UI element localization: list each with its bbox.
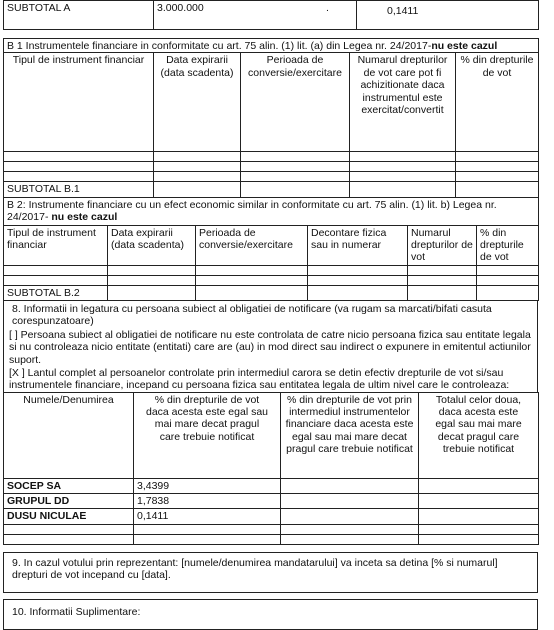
b1-empty-row <box>4 172 539 182</box>
b2-subtotal-label: SUBTOTAL B.2 <box>4 285 108 300</box>
b1-header-voting-rights-number: Numarul drepturilor de vot care pot fi achizitionate daca instrumentul este exercitat/convertit <box>350 53 456 152</box>
section-9-table <box>3 552 538 593</box>
section-b1-not-applicable: nu este cazul <box>431 40 498 52</box>
b2-header-conversion-period: Perioada de conversie/exercitare <box>196 225 308 265</box>
chain-header-name: Numele/Denumirea <box>4 392 134 478</box>
chain-row-value: 0,1411 <box>134 509 281 524</box>
chain-row <box>4 509 539 524</box>
subtotal-a-table <box>3 0 539 30</box>
b1-header-conversion-period: Perioada de conversie/exercitare <box>241 53 350 152</box>
section-b2-not-applicable: nu este cazul <box>48 211 118 224</box>
section-9-proxy-voting: 9. In cazul votului prin reprezentant: [numele/denumirea mandatarului] va inceta sa detina [% si numarul] drepturi de vot incepand cu [data]. <box>4 552 538 592</box>
chain-header-voting-rights: % din drepturile de vot daca acesta este egal sau mai mare decat pragul care trebuie notificat <box>134 392 281 478</box>
b2-header-voting-rights-percent: % din drepturile de vot <box>477 225 539 265</box>
chain-row-name: DUSU NICULAE <box>4 509 134 524</box>
chain-row-name: SOCEP SA <box>4 478 134 493</box>
chain-empty-row <box>4 534 539 544</box>
subtotal-a-percent: 0,1411 <box>357 1 539 30</box>
section-b1-title: B 1 Instrumentele financiare in conformitate cu art. 75 alin. (1) lit. (a) din Legea nr. 24/2017-nu este cazul <box>4 39 539 53</box>
b2-header-settlement: Decontare fizica sau in numerar <box>308 225 408 265</box>
chain-row-name: GRUPUL DD <box>4 494 134 509</box>
b1-header-instrument-type: Tipul de instrument financiar <box>4 53 154 152</box>
b2-empty-row <box>4 275 539 285</box>
b2-header-instrument-type: Tipul de instrument financiar <box>4 225 108 265</box>
b1-empty-row <box>4 162 539 172</box>
chain-row <box>4 494 539 509</box>
chain-empty-row <box>4 524 539 534</box>
section-10-table <box>3 599 538 630</box>
section-8-heading: 8. Informatii in legatura cu persoana subiect al obligatiei de notificare (va rugam sa marcati/bifati casuta corespunzatoare) <box>12 303 492 328</box>
section-b2-table <box>3 197 539 301</box>
b1-empty-row <box>4 152 539 162</box>
subtotal-a-label: SUBTOTAL A <box>4 1 154 30</box>
section-b1-table <box>3 38 539 198</box>
section-8-block <box>3 301 538 392</box>
b2-header-expiry-date: Data expirarii (data scadenta) <box>108 225 196 265</box>
subtotal-a-dot-mark: . <box>326 2 329 14</box>
chain-row-value: 1,7838 <box>134 494 281 509</box>
chain-row-value: 3,4399 <box>134 478 281 493</box>
b2-header-voting-rights-number: Numarul drepturilor de vot <box>408 225 477 265</box>
b1-header-expiry-date: Data expirarii (data scadenta) <box>154 53 241 152</box>
subtotal-a-value: 3.000.000 . <box>154 1 357 30</box>
b1-subtotal-label: SUBTOTAL B.1 <box>4 182 154 197</box>
b2-empty-row <box>4 265 539 275</box>
section-8-option-control-chain: [X ] Lantul complet al persoanelor controlate prin intermediul carora se detin efectiv drepturile de vot si/sau instrumentele financiare, incepand cu persoana fizica sau entitatea legala de ultim nivel care le controleaza: <box>9 366 510 392</box>
chain-row <box>4 478 539 493</box>
control-chain-table <box>3 392 539 545</box>
section-8-option-no-control: [ ] Persoana subiect al obligatiei de notificare nu este controlata de catre nicio persoana fizica sau entitate legala si nu controleaza nicio entitate (entitati) care are (au) in mod direct sau indirect o expunere in emitentul actiunilor suport. <box>9 328 531 366</box>
section-10-additional-info: 10. Informatii Suplimentare: <box>4 599 538 629</box>
b1-header-voting-rights-percent: % din drepturile de vot <box>456 53 539 152</box>
notification-form-page <box>3 0 538 630</box>
section-b2-title: B 2: Instrumente financiare cu un efect economic similar in conformitate cu art. 75 alin. (1) lit. b) Legea nr. 24/2017- nu este cazul <box>4 197 539 225</box>
chain-header-total: Totalul celor doua, daca acesta este egal sau mai mare decat pragul care trebuie notificat <box>419 392 539 478</box>
chain-header-financial-instruments: % din drepturile de vot prin intermediul instrumentelor financiare daca acesta este egal sau mai mare decat pragul care trebuie notificat <box>281 392 419 478</box>
